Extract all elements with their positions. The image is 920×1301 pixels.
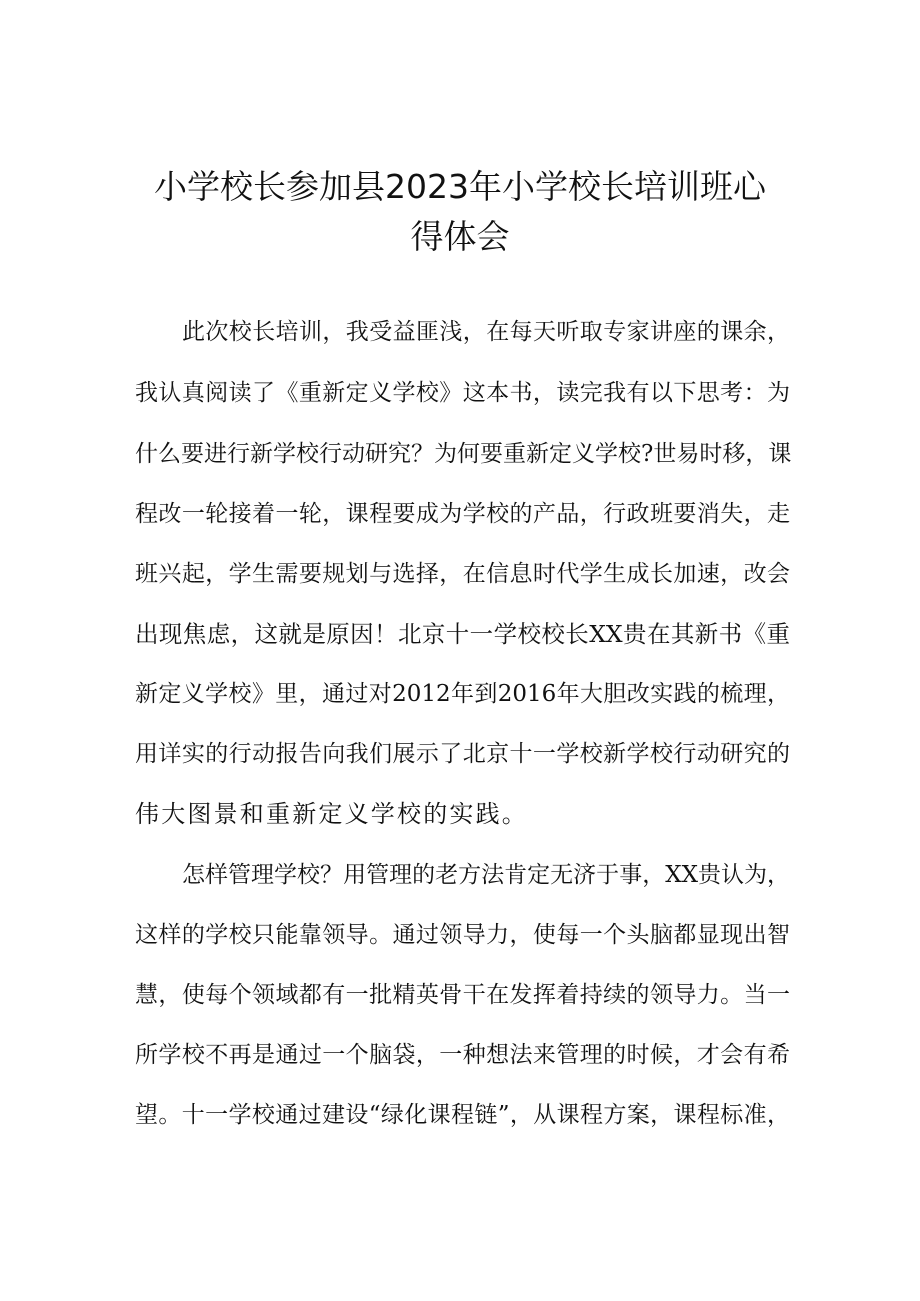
paragraph-2-line-2: 这样的学校只能靠领导。通过领导力，使每一个头脑都显现出智 bbox=[135, 922, 790, 948]
paragraph-1-line-6: 出现焦虑，这就是原因！北京十一学校校长XX贵在其新书《重 bbox=[135, 620, 790, 648]
paragraph-2-line-5: 望。十一学校通过建设“绿化课程链”，从课程方案，课程标准， bbox=[135, 1102, 790, 1128]
paragraph-1-line-2: 我认真阅读了《重新定义学校》这本书，读完我有以下思考：为 bbox=[135, 380, 790, 406]
paragraph-1-line-9: 伟大图景和重新定义学校的实践。 bbox=[135, 800, 528, 828]
paragraph-2-line-1: 怎样管理学校？用管理的老方法肯定无济于事，XX贵认为， bbox=[182, 862, 790, 888]
paragraph-1-line-7: 新定义学校》里，通过对2012年到2016年大胆改实践的梳理， bbox=[135, 681, 790, 707]
document-title-line-2: 得体会 bbox=[410, 217, 510, 256]
paragraph-1-line-4: 程改一轮接着一轮，课程要成为学校的产品，行政班要消失，走 bbox=[135, 501, 790, 527]
paragraph-1-line-3: 什么要进行新学校行动研究？为何要重新定义学校?世易时移，课 bbox=[135, 441, 792, 467]
paragraph-1-line-5: 班兴起，学生需要规划与选择，在信息时代学生成长加速，改会 bbox=[135, 561, 790, 587]
paragraph-2-line-3: 慧，使每个领域都有一批精英骨干在发挥着持续的领导力。当一 bbox=[135, 982, 790, 1008]
paragraph-1-line-1: 此次校长培训，我受益匪浅，在每天听取专家讲座的课余， bbox=[182, 319, 790, 345]
document-title-line-1: 小学校长参加县2023年小学校长培训班心 bbox=[154, 167, 766, 206]
paragraph-2-line-4: 所学校不再是通过一个脑袋，一种想法来管理的时候，才会有希 bbox=[135, 1042, 790, 1068]
paragraph-1-line-8: 用详实的行动报告向我们展示了北京十一学校新学校行动研究的 bbox=[135, 741, 790, 767]
